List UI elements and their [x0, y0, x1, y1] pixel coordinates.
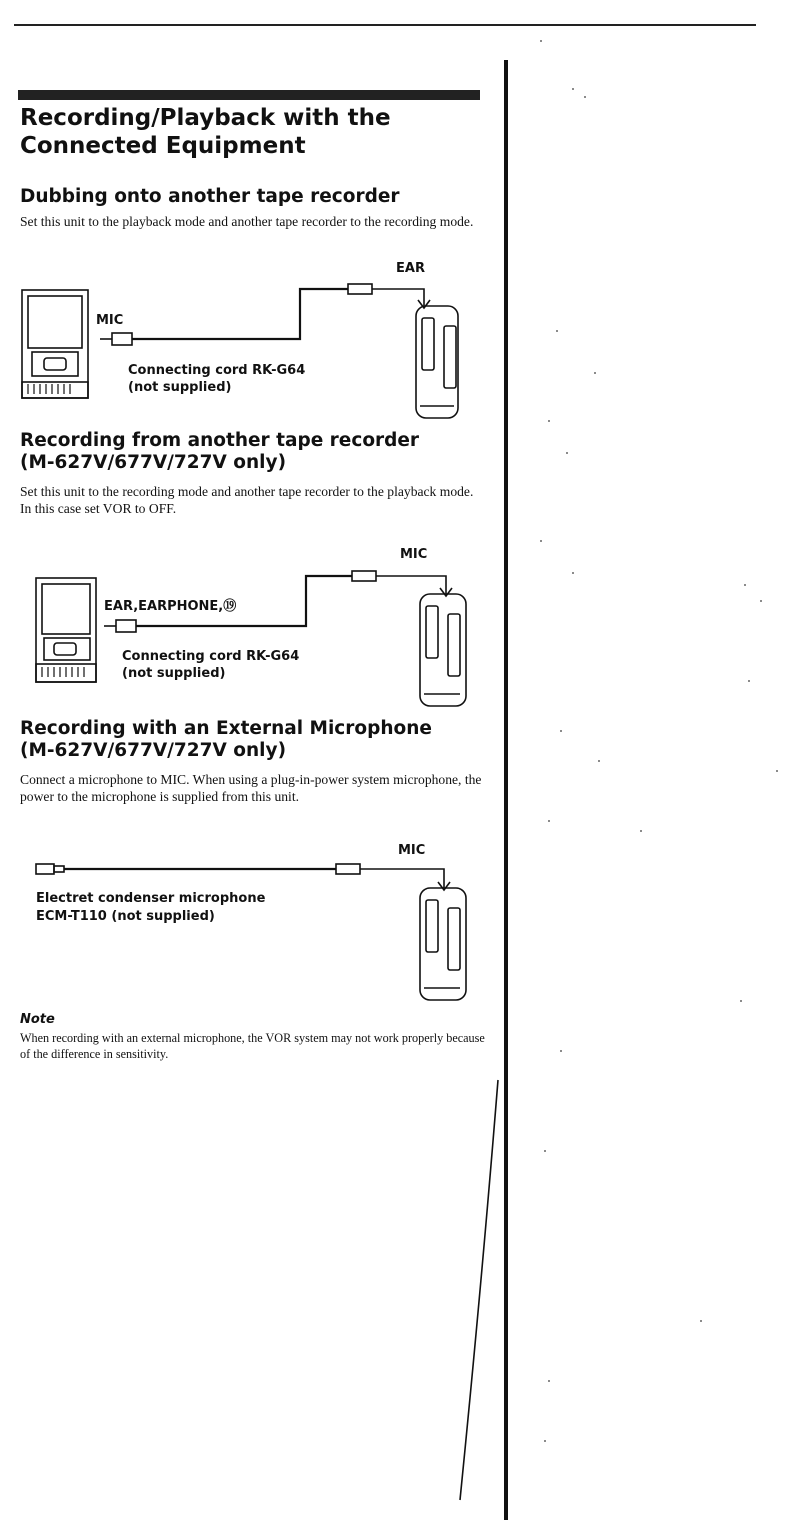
connecting-cord-1: [100, 284, 430, 345]
section-heading-external-mic: Recording with an External Microphone: [20, 718, 432, 739]
jack-label-ear-earphone: EAR,EARPHONE,⑲: [104, 599, 237, 614]
binding-curve: [460, 1080, 498, 1500]
jack-label-mic: MIC: [96, 313, 124, 328]
cassette-recorder-2: [36, 578, 96, 682]
cord-label-2-line2: (not supplied): [122, 666, 226, 681]
cord-label-line2: (not supplied): [128, 380, 232, 395]
section-body-dubbing: Set this unit to the playback mode and another tape recorder to the recording mode.: [20, 214, 474, 229]
cassette-recorder-1: [22, 290, 88, 398]
dictation-recorder-1: [416, 306, 458, 418]
note-heading: Note: [20, 1012, 55, 1027]
section-heading-models-1: (M-627V/677V/727V only): [20, 452, 287, 473]
section-heading-models-2: (M-627V/677V/727V only): [20, 740, 287, 761]
jack-label-ear: EAR: [396, 261, 425, 276]
cord-label-2-line1: Connecting cord RK-G64: [122, 649, 300, 664]
cord-label-line1: Connecting cord RK-G64: [128, 363, 306, 378]
section-body-external-mic: Connect a microphone to MIC. When using a plug-in-power system microphone, the power to the microphone is supplied from this unit.: [20, 772, 482, 804]
jack-label-mic-3: MIC: [398, 843, 426, 858]
jack-label-mic-2: MIC: [400, 547, 428, 562]
dictation-recorder-3: [420, 888, 466, 1000]
page-gutter-divider: [503, 60, 510, 1520]
page-title: Recording/Playback with the Connected Equipment: [20, 105, 391, 159]
mic-label-line2: ECM-T110 (not supplied): [36, 909, 215, 924]
mic-label-line1: Electret condenser microphone: [36, 891, 266, 906]
note-text: When recording with an external microphone, the VOR system may not work properly because of the difference in sensitivity.: [20, 1031, 485, 1061]
dictation-recorder-2: [420, 594, 466, 706]
external-microphone: [36, 864, 450, 890]
section-body-recording-from-tape: Set this unit to the recording mode and another tape recorder to the playback mode. In this case set VOR to OFF.: [20, 484, 474, 516]
section-heading-dubbing: Dubbing onto another tape recorder: [20, 186, 400, 207]
section-heading-recording-from-tape: Recording from another tape recorder: [20, 430, 420, 451]
